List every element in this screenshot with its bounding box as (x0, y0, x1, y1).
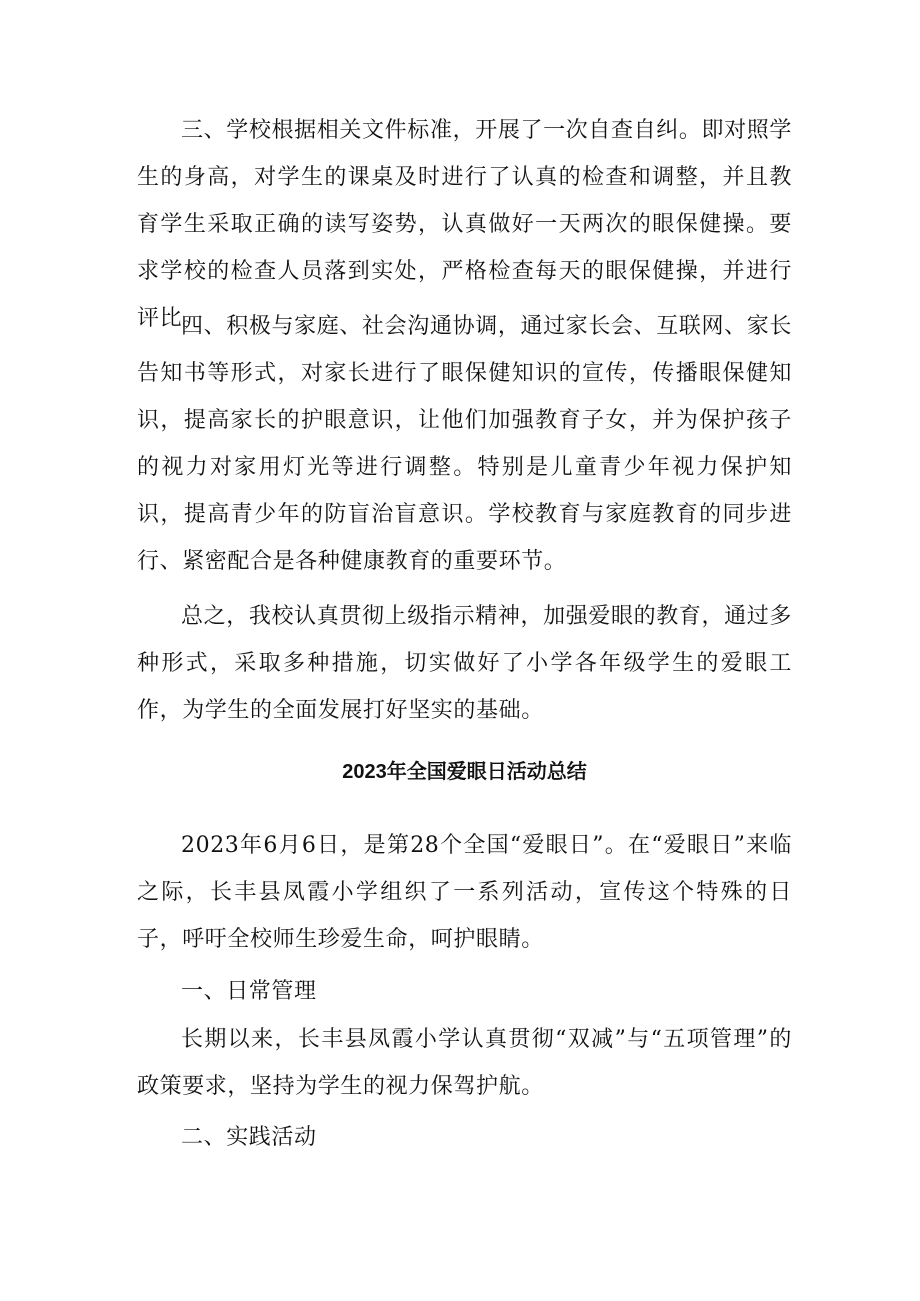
section-heading-daily-management: 一、日常管理 (181, 979, 317, 1004)
paragraph-family-communication: 四、积极与家庭、社会沟通协调，通过家长会、互联网、家长告知书等形式，对家长进行了眼保健知识的宣传，传播眼保健知识，提高家长的护眼意识，让他们加强教育子女，并为保护孩子的视力对家用灯光等进行调整。特别是儿童青少年视力保护知识，提高青少年的防盲治盲意识。学校教育与家庭教育的同步进行、紧密配合是各种健康教育的重要环节。 (137, 314, 792, 574)
paragraph-self-inspection: 三、学校根据相关文件标准，开展了一次自查自纠。即对照学生的身高，对学生的课桌及时进行了认真的检查和调整，并且教育学生采取正确的读写姿势，认真做好一天两次的眼保健操。要求学校的检查人员落到实处，严格检查每天的眼保健操，并进行评比。 (137, 118, 792, 331)
paragraph-conclusion: 总之，我校认真贯彻上级指示精神，加强爱眼的教育，通过多种形式，采取多种措施，切实做好了小学各年级学生的爱眼工作，为学生的全面发展打好坚实的基础。 (137, 604, 792, 723)
section-heading-practice-activities: 二、实践活动 (181, 1125, 317, 1150)
paragraph-eye-day-intro: 2023年6月6日，是第28个全国“爱眼日”。在“爱眼日”来临之际，长丰县凤霞小学组织了一系列活动，宣传这个特殊的日子，呼吁全校师生珍爱生命，呵护眼睛。 (137, 833, 792, 952)
paragraph-daily-management: 长期以来，长丰县凤霞小学认真贯彻“双减”与“五项管理”的政策要求，坚持为学生的视力保驾护航。 (137, 1027, 792, 1099)
document-title: 2023年全国爱眼日活动总结 (342, 761, 587, 783)
